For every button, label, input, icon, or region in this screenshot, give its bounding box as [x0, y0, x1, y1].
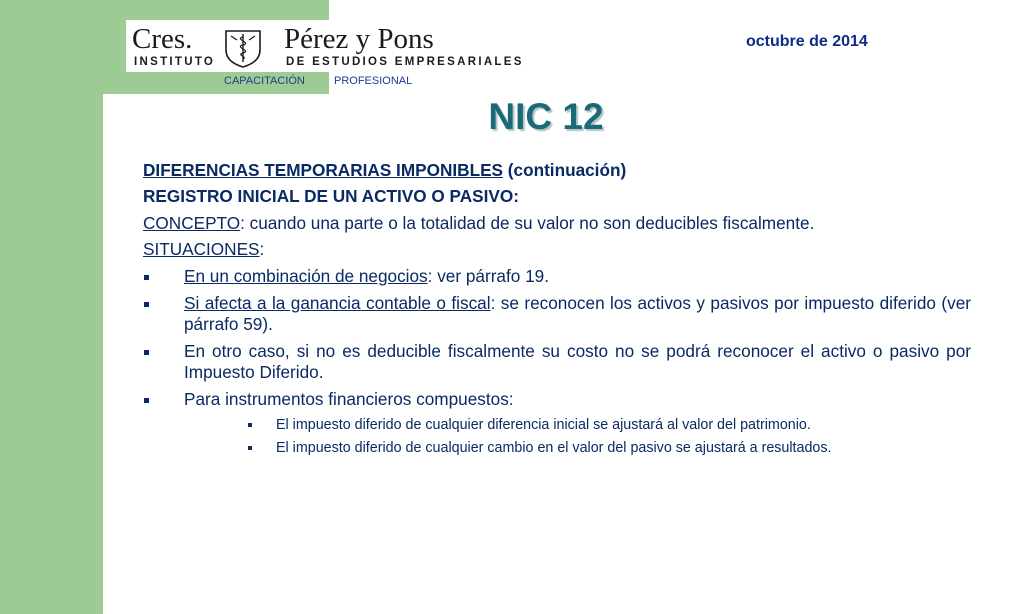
list-item [143, 266, 971, 287]
logo-name-left: Cres. [132, 23, 193, 55]
slide-body [143, 160, 971, 463]
tag-capacitacion: CAPACITACIÓN [224, 75, 305, 87]
situations-line [143, 239, 971, 266]
logo-name [132, 22, 496, 56]
list-item-underlined: En un combinación de negocios [184, 266, 428, 286]
section-heading [143, 160, 971, 186]
list-item-text: En otro caso, si no es deducible fiscalmente su costo no se podrá reconocer el activo o pasivo por Impuesto Diferido. [184, 341, 971, 382]
list-item [143, 293, 971, 335]
list-item [143, 389, 971, 457]
sub-list-item: El impuesto diferido de cualquier diferencia inicial se ajustará al valor del patrimonio. [184, 416, 971, 434]
logo-sub-left: INSTITUTO [134, 56, 216, 68]
list-item-text: Para instrumentos financieros compuestos: [184, 389, 514, 409]
tag-profesional: PROFESIONAL [334, 75, 413, 87]
list-item-text: : ver párrafo 19. [427, 266, 549, 286]
logo-subtitle [134, 56, 524, 70]
situations-colon: : [259, 239, 265, 259]
concept-label: CONCEPTO [143, 213, 241, 233]
slide-title: NIC 12 [488, 96, 604, 137]
section-heading-continuation: (continuación) [503, 160, 627, 180]
situations-list [143, 266, 971, 457]
logo-sub-right: DE ESTUDIOS EMPRESARIALES [286, 56, 524, 68]
concept-text: : cuando una parte o la totalidad de su valor no son deducibles fiscalmente. [240, 213, 815, 233]
situations-label: SITUACIONES [143, 239, 260, 259]
sub-list-item: El impuesto diferido de cualquier cambio en el valor del pasivo se ajustará a resultados. [184, 439, 971, 457]
logo-name-right: Pérez y Pons [284, 23, 434, 55]
slide-date: octubre de 2014 [746, 33, 868, 50]
section-heading-underlined: DIFERENCIAS TEMPORARIAS IMPONIBLES [143, 160, 504, 180]
section-subheading: REGISTRO INICIAL DE UN ACTIVO O PASIVO: [143, 186, 519, 206]
list-item-text: : se reconocen los activos y pasivos por impuesto diferido (ver párrafo 59). [184, 293, 971, 334]
list-item [143, 341, 971, 383]
compound-instruments-sublist [184, 416, 971, 457]
institute-logo [126, 20, 524, 72]
concept-line [143, 213, 971, 239]
list-item-underlined: Si afecta a la ganancia contable o fiscal [184, 293, 491, 313]
